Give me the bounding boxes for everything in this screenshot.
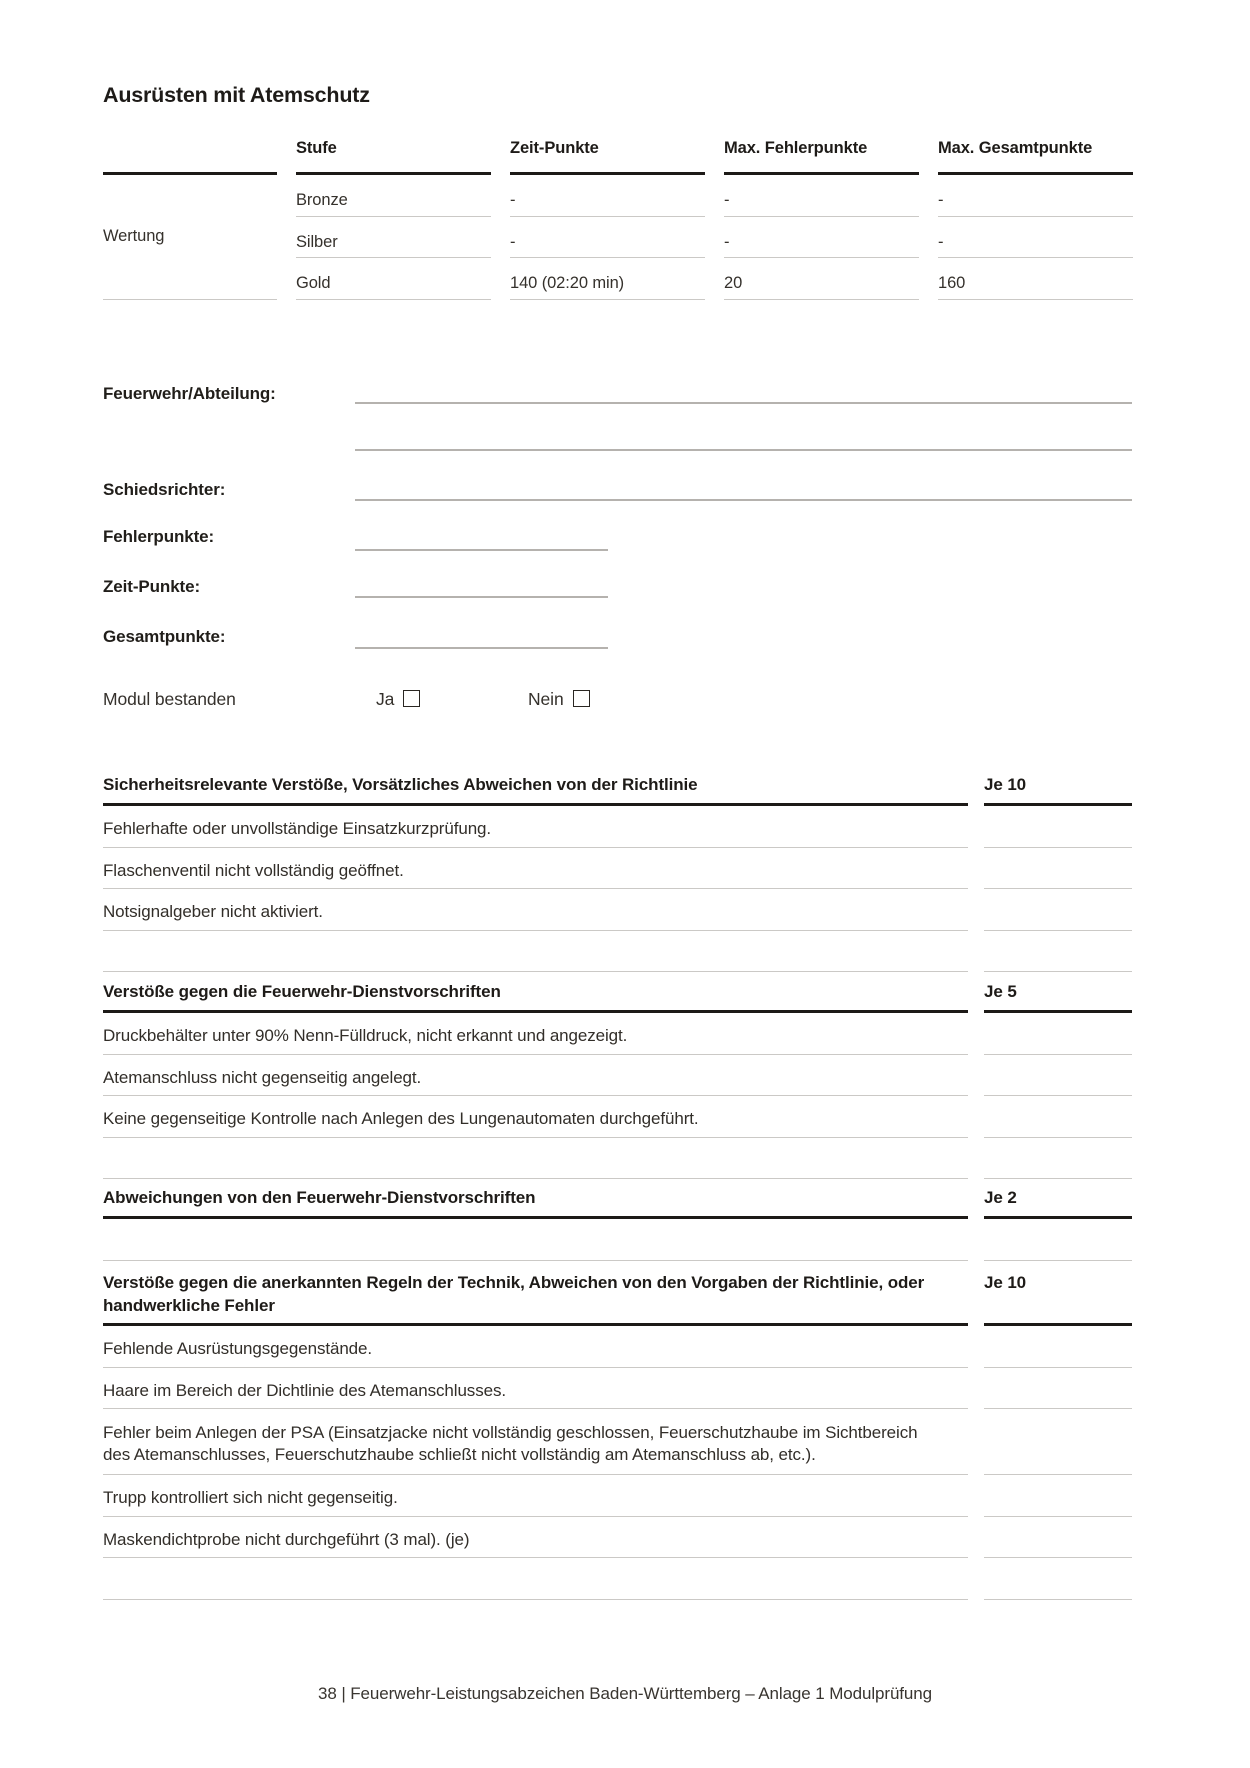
points-entry-cell[interactable]: [984, 1055, 1132, 1097]
points-entry-cell[interactable]: [984, 1138, 1132, 1180]
section-title: Verstöße gegen die anerkannten Regeln der Technik, Abweichen von den Vorgaben der Richtlinie, oder handwerkliche Fehler: [103, 1271, 968, 1326]
violation-text-empty: [103, 1219, 968, 1261]
section-verstoesse-regeln-der-technik: [103, 1271, 1132, 1600]
section-points-badge: Je 2: [984, 1188, 1132, 1219]
cell-gold-stufe: Gold: [296, 258, 491, 300]
input-fehlerpunkte[interactable]: [355, 549, 608, 551]
input-feuerwehr-abteilung-line-2[interactable]: [355, 449, 1132, 451]
input-gesamtpunkte[interactable]: [355, 647, 608, 649]
cell-gold-max-fehlerpunkte: 20: [724, 258, 919, 300]
section-abweichungen-dienstvorschriften: [103, 1188, 1132, 1261]
module-passed-no: [528, 689, 590, 709]
checkbox-ja-label: Ja: [376, 689, 395, 709]
points-entry-cell[interactable]: [984, 1326, 1132, 1368]
points-entry-cell[interactable]: [984, 931, 1132, 973]
col-header-zeit-punkte: Zeit-Punkte: [510, 138, 705, 175]
violation-text-empty: [103, 1558, 968, 1600]
violation-text: Notsignalgeber nicht aktiviert.: [103, 889, 968, 931]
field-label-gesamtpunkte: Gesamtpunkte:: [103, 627, 226, 646]
checkbox-nein[interactable]: [573, 690, 590, 707]
input-schiedsrichter[interactable]: [355, 499, 1132, 501]
section-title: Sicherheitsrelevante Verstöße, Vorsätzliches Abweichen von der Richtlinie: [103, 775, 968, 806]
field-label-zeit-punkte: Zeit-Punkte:: [103, 577, 201, 596]
points-entry-cell[interactable]: [984, 1409, 1132, 1475]
module-passed-label: Modul bestanden: [103, 689, 236, 709]
violation-text: Maskendichtprobe nicht durchgeführt (3 mal). (je): [103, 1517, 968, 1559]
page-footer: 38 | Feuerwehr-Leistungsabzeichen Baden-Württemberg – Anlage 1 Modulprüfung: [317, 1684, 932, 1703]
cell-silber-max-fehlerpunkte: -: [724, 217, 919, 259]
points-entry-cell[interactable]: [984, 1096, 1132, 1138]
section-points-badge: Je 5: [984, 982, 1132, 1013]
section-points-badge: Je 10: [984, 1271, 1132, 1326]
section-points-badge: Je 10: [984, 775, 1132, 806]
cell-bronze-max-gesamtpunkte: -: [938, 175, 1133, 217]
cell-gold-max-gesamtpunkte: 160: [938, 258, 1133, 300]
col-header-stufe: Stufe: [296, 138, 491, 175]
violation-text: Trupp kontrolliert sich nicht gegenseitig.: [103, 1475, 968, 1517]
points-entry-cell[interactable]: [984, 1219, 1132, 1261]
violation-text: Haare im Bereich der Dichtlinie des Atemanschlusses.: [103, 1368, 968, 1410]
points-entry-cell[interactable]: [984, 1517, 1132, 1559]
violation-text: Atemanschluss nicht gegenseitig angelegt.: [103, 1055, 968, 1097]
violation-text: Fehler beim Anlegen der PSA (Einsatzjacke nicht vollständig geschlossen, Feuerschutzhaube im Sichtbereich des Atemanschlusses, Feuerschutzhaube schließt nicht vollständig am Atemanschluss ab, etc.).: [103, 1409, 968, 1475]
input-zeit-punkte[interactable]: [355, 596, 608, 598]
cell-gold-zeit-punkte: 140 (02:20 min): [510, 258, 705, 300]
cell-silber-stufe: Silber: [296, 217, 491, 259]
cell-bronze-max-fehlerpunkte: -: [724, 175, 919, 217]
violation-text: Keine gegenseitige Kontrolle nach Anlegen des Lungenautomaten durchgeführt.: [103, 1096, 968, 1138]
field-label-feuerwehr-abteilung: Feuerwehr/Abteilung:: [103, 384, 276, 403]
points-entry-cell[interactable]: [984, 1013, 1132, 1055]
section-title: Abweichungen von den Feuerwehr-Dienstvorschriften: [103, 1188, 968, 1219]
violation-text-empty: [103, 931, 968, 973]
section-verstoesse-dienstvorschriften: [103, 982, 1132, 1179]
section-title: Verstöße gegen die Feuerwehr-Dienstvorschriften: [103, 982, 968, 1013]
violation-text: Fehlerhafte oder unvollständige Einsatzkurzprüfung.: [103, 806, 968, 848]
violation-text: Fehlende Ausrüstungsgegenstände.: [103, 1326, 968, 1368]
points-entry-cell[interactable]: [984, 806, 1132, 848]
field-label-schiedsrichter: Schiedsrichter:: [103, 480, 226, 499]
score-table: [103, 138, 1133, 300]
checkbox-ja[interactable]: [403, 690, 420, 707]
violation-text: Druckbehälter unter 90% Nenn-Fülldruck, nicht erkannt und angezeigt.: [103, 1013, 968, 1055]
col-header-max-fehlerpunkte: Max. Fehlerpunkte: [724, 138, 919, 175]
cell-bronze-zeit-punkte: -: [510, 175, 705, 217]
violation-text: Flaschenventil nicht vollständig geöffnet.: [103, 848, 968, 890]
points-entry-cell[interactable]: [984, 889, 1132, 931]
points-entry-cell[interactable]: [984, 848, 1132, 890]
col-header-max-gesamtpunkte: Max. Gesamtpunkte: [938, 138, 1133, 175]
points-entry-cell[interactable]: [984, 1558, 1132, 1600]
violation-text-empty: [103, 1138, 968, 1180]
module-passed-yes: [376, 689, 420, 709]
checkbox-nein-label: Nein: [528, 689, 564, 709]
points-entry-cell[interactable]: [984, 1475, 1132, 1517]
score-table-corner: [103, 138, 277, 175]
field-label-fehlerpunkte: Fehlerpunkte:: [103, 527, 215, 546]
cell-bronze-stufe: Bronze: [296, 175, 491, 217]
row-group-label-wertung: Wertung: [103, 175, 277, 300]
input-feuerwehr-abteilung-line-1[interactable]: [355, 402, 1132, 404]
cell-silber-max-gesamtpunkte: -: [938, 217, 1133, 259]
points-entry-cell[interactable]: [984, 1368, 1132, 1410]
page-title: Ausrüsten mit Atemschutz: [103, 83, 370, 107]
cell-silber-zeit-punkte: -: [510, 217, 705, 259]
section-sicherheitsrelevante-verstoesse: [103, 775, 1132, 972]
